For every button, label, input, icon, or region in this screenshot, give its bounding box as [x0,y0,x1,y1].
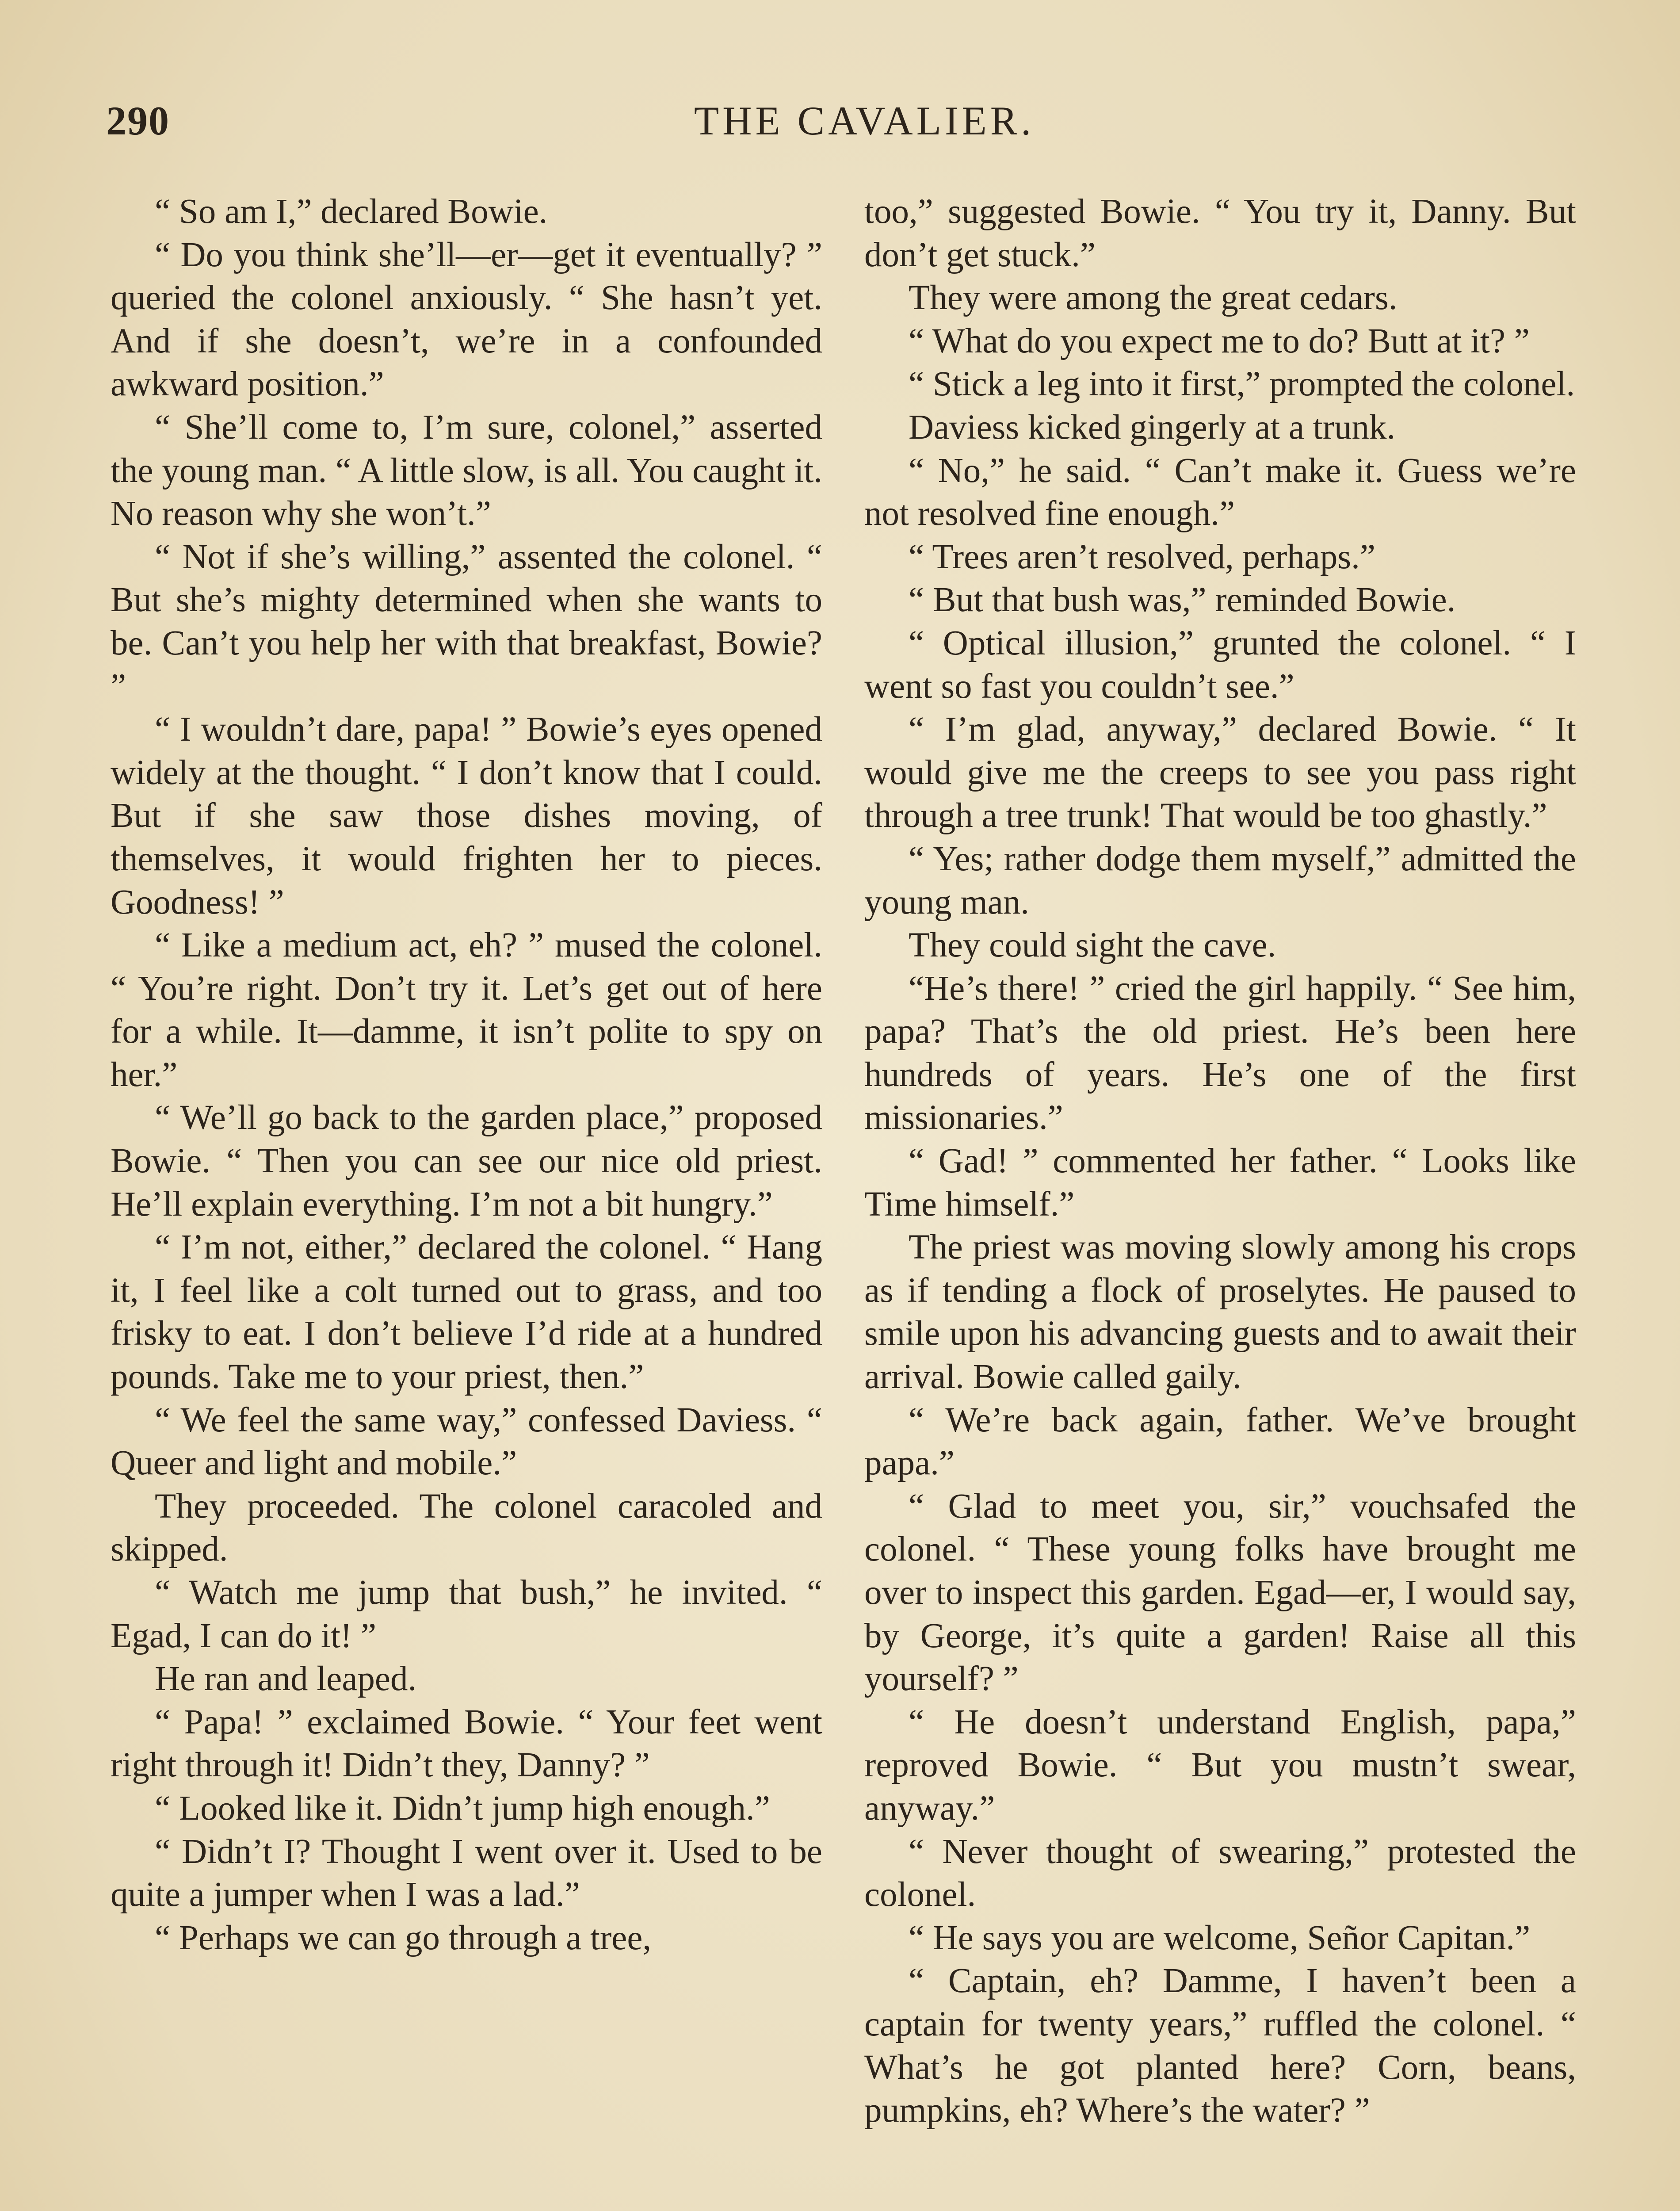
paragraph: “ But that bush was,” reminded Bowie. [909,581,1456,620]
paragraph: “ Do you think she’ll—er—get it eventually? ” queried the colonel anxiously. “ She hasn’t yet. And if she doesn’t, we’re in a confounded awkward position.” [111,235,822,404]
paragraph: They were among the great cedars. [909,279,1397,317]
paragraph: “ Papa! ” exclaimed Bowie. “ Your feet went right through it! Didn’t they, Danny? ” [111,1702,822,1785]
paragraph: “ So am I,” declared Bowie. [155,192,548,231]
paragraph: They proceeded. The colonel caracoled and skipped. [111,1487,822,1569]
paragraph: “ No,” he said. “ Can’t make it. Guess we’re not resolved fine enough.” [864,451,1576,533]
paragraph: “ I wouldn’t dare, papa! ” Bowie’s eyes opened widely at the thought. “ I don’t know that I could. But if she saw those dishes moving, of themselves, it would frighten her to pieces. Goodness! ” [111,710,822,922]
paragraph: “ I’m not, either,” declared the colonel. “ Hang it, I feel like a colt turned out to grass, and too frisky to eat. I don’t believe I’d ride at a hundred pounds. Take me to your priest, then.” [111,1228,822,1396]
paragraph: “ Captain, eh? Damme, I haven’t been a captain for twenty years,” ruffled the colonel. “ What’s he got planted here? Corn, beans, pumpkins, eh? Where’s the water? ” [864,1962,1576,2130]
paragraph: “ Watch me jump that bush,” he invited. “ Egad, I can do it! ” [111,1573,822,1655]
paragraph: “He’s there! ” cried the girl happily. “ See him, papa? That’s the old priest. He’s been here hundreds of years. He’s one of the first missionaries.” [864,969,1576,1137]
paragraph: “ We’re back again, father. We’ve brought papa.” [864,1400,1576,1483]
paragraph: “ Optical illusion,” grunted the colonel. “ I went so fast you couldn’t see.” [864,624,1576,706]
paragraph: He ran and leaped. [155,1660,417,1698]
paragraph: “ He says you are welcome, Señor Capitan.” [909,1918,1531,1957]
paragraph: “ Perhaps we can go through a tree, [155,1918,652,1957]
paragraph: “ He doesn’t understand English, papa,” reproved Bowie. “ But you mustn’t swear, anyway.” [864,1702,1576,1828]
paragraph: “ Yes; rather dodge them myself,” admitted the young man. [864,839,1576,922]
paragraph: Daviess kicked gingerly at a trunk. [909,408,1396,447]
paragraph: “ Gad! ” commented her father. “ Looks like Time himself.” [864,1142,1576,1224]
right-column [864,190,1576,2132]
paragraph: “ We’ll go back to the garden place,” proposed Bowie. “ Then you can see our nice old priest. He’ll explain everything. I’m not a bit hungry.” [111,1098,822,1224]
left-column [111,190,822,1959]
paragraph: “ Like a medium act, eh? ” mused the colonel. “ You’re right. Don’t try it. Let’s get out of here for a while. It—damme, it isn’t polite to spy on her.” [111,926,822,1094]
paragraph: “ Not if she’s willing,” assented the colonel. “ But she’s mighty determined when she wants to be. Can’t you help her with that breakfast, Bowie? ” [111,537,822,706]
paragraph: “ I’m glad, anyway,” declared Bowie. “ It would give me the creeps to see you pass right through a tree trunk! That would be too ghastly.” [864,710,1576,835]
paragraph: “ She’ll come to, I’m sure, colonel,” asserted the young man. “ A little slow, is all. You caught it. No reason why she won’t.” [111,408,822,533]
paragraph: “ Looked like it. Didn’t jump high enough.” [155,1789,770,1828]
paragraph: “ Glad to meet you, sir,” vouchsafed the colonel. “ These young folks have brought me over to inspect this garden. Egad—er, I would say, by George, it’s quite a garden! Raise all this yourself? ” [864,1487,1576,1698]
paragraph: “ Trees aren’t resolved, perhaps.” [909,537,1375,576]
paragraph: “ Stick a leg into it first,” prompted the colonel. [909,365,1575,404]
running-title: THE CAVALIER. [694,98,1035,143]
paragraph: “ Never thought of swearing,” protested the colonel. [864,1832,1576,1914]
paragraph: The priest was moving slowly among his crops as if tending a flock of proselytes. He paused to smile upon his advancing guests and to await their arrival. Bowie called gaily. [864,1228,1576,1396]
paragraph: “ What do you expect me to do? Butt at it? ” [909,321,1530,360]
paragraph: They could sight the cave. [909,926,1276,965]
page-number: 290 [106,98,170,143]
page-header [106,88,1623,155]
paragraph-continued: too,” suggested Bowie. “ You try it, Danny. But don’t get stuck.” [864,192,1576,274]
paragraph: “ Didn’t I? Thought I went over it. Used to be quite a jumper when I was a lad.” [111,1832,822,1914]
paragraph: “ We feel the same way,” confessed Daviess. “ Queer and light and mobile.” [111,1400,822,1483]
